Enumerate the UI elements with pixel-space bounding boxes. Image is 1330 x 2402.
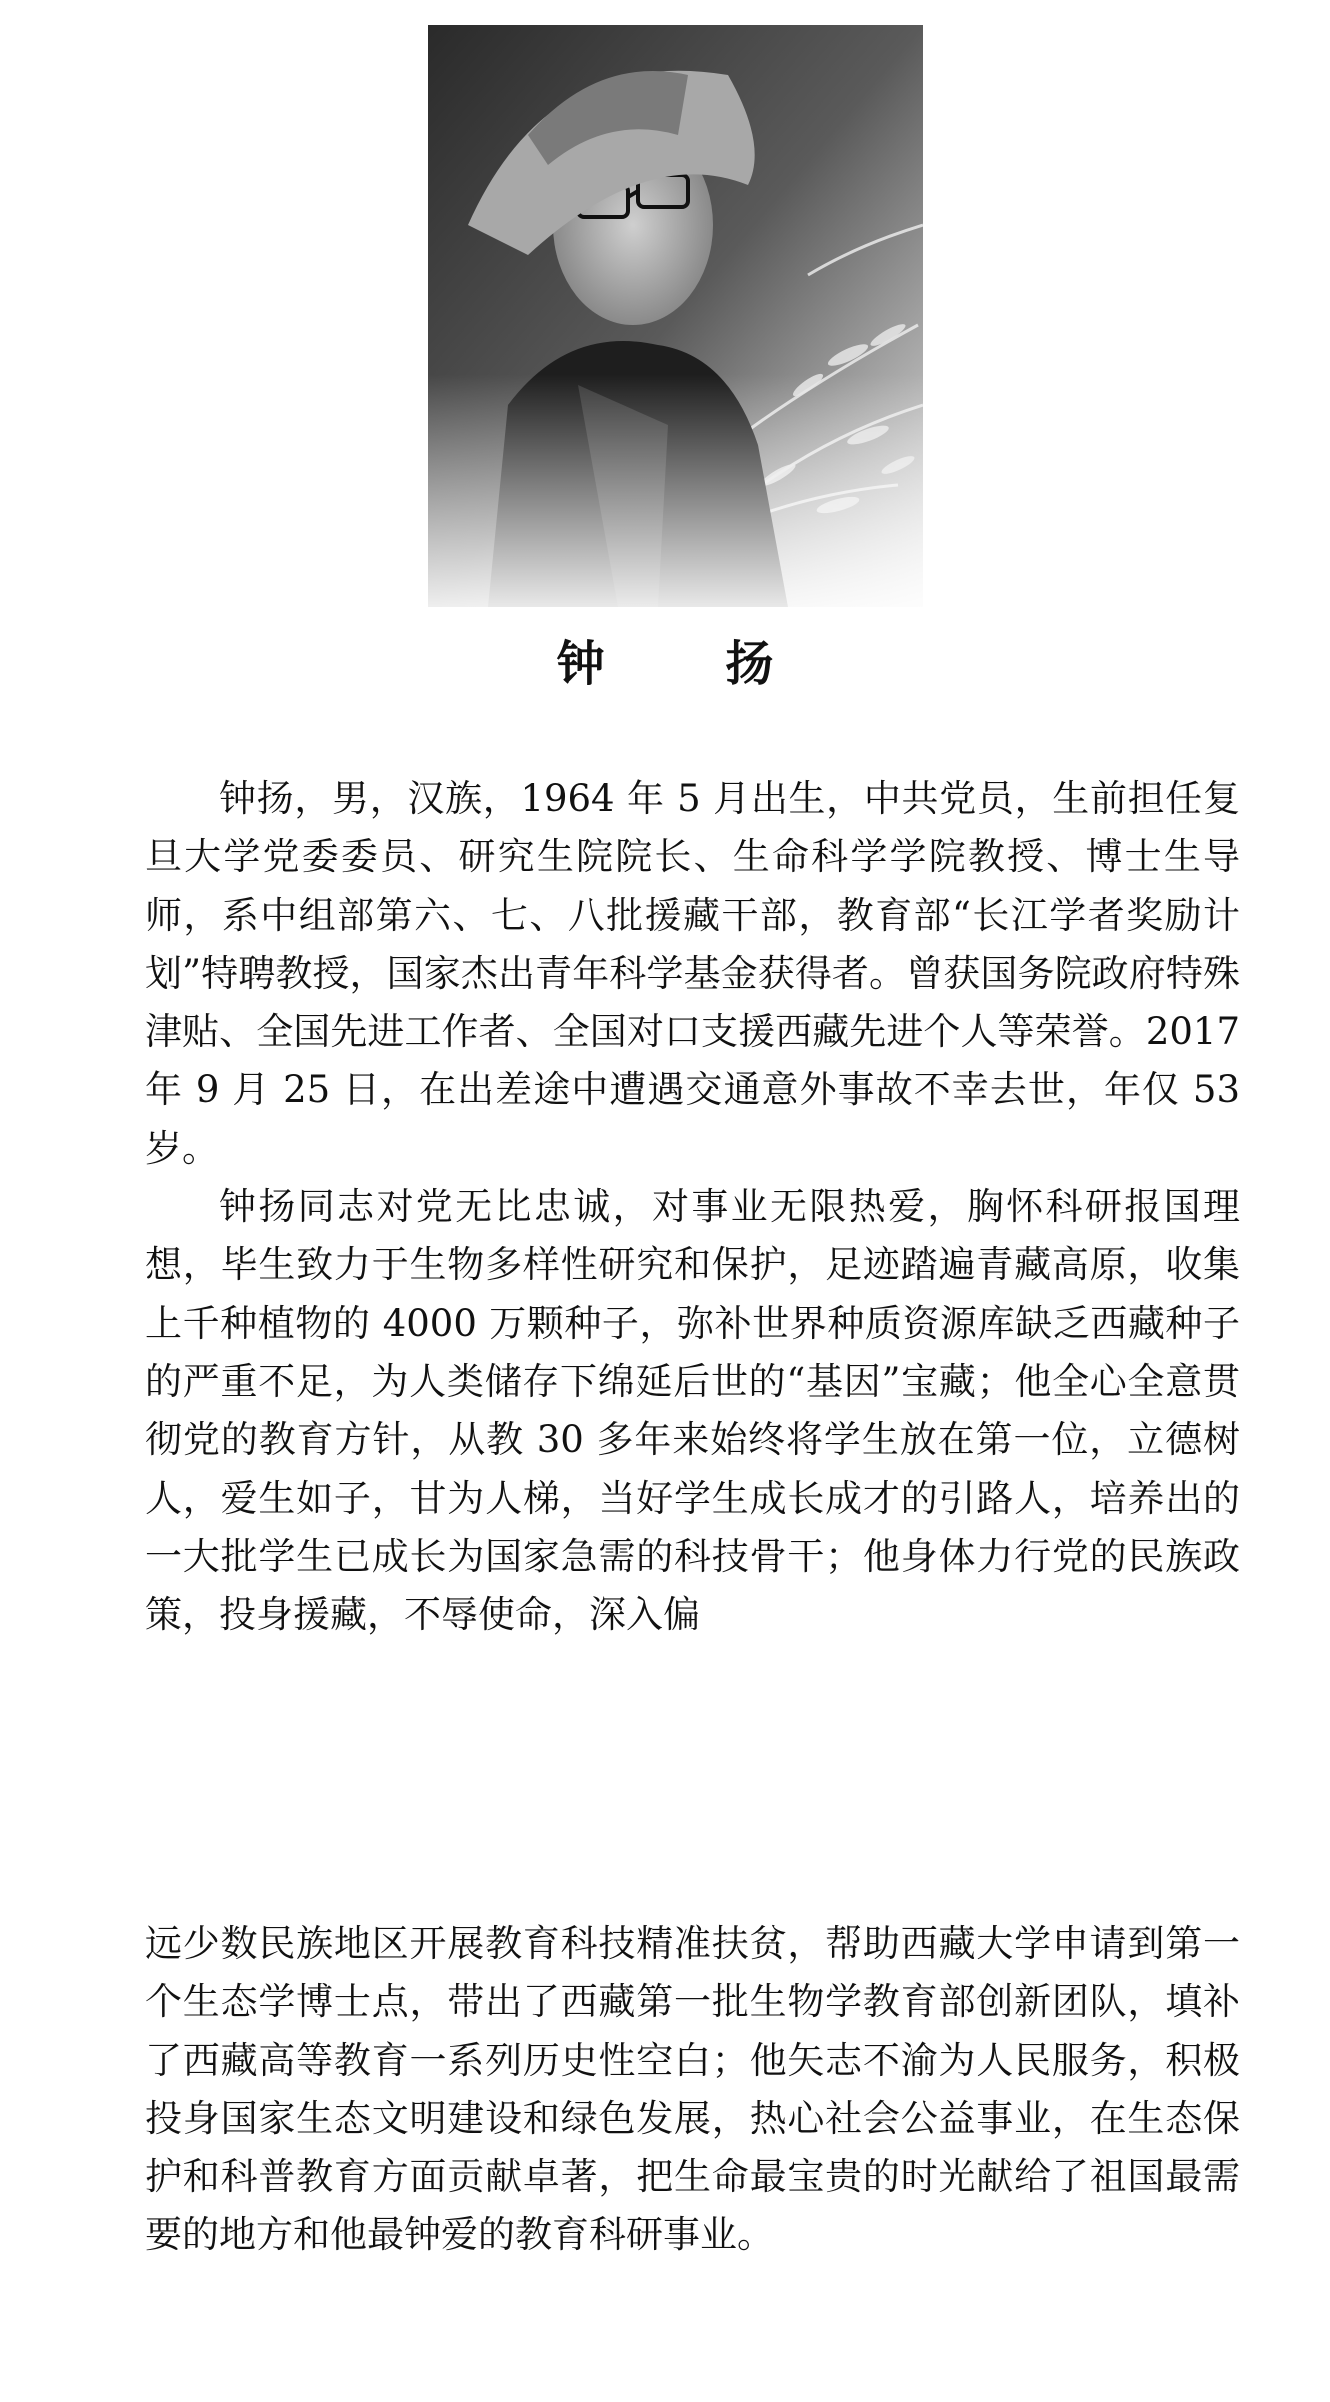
biography-paragraph-2-start: 钟扬同志对党无比忠诚，对事业无限热爱，胸怀科研报国理想，毕生致力于生物多样性研究和保护，足迹踏遍青藏高原，收集上千种植物的 4000 万颗种子，弥补世界种质资源库缺乏西藏种子的严重不足，为人类储存下绵延后世的“基因”宝藏；他全心全意贯彻党的教育方针，从教 30 多年来始终将学生放在第一位，立德树人，爱生如子，甘为人梯，当好学生成长成才的引路人，培养出的一大批学生已成长为国家急需的科技骨干；他身体力行党的民族政策，投身援藏，不辱使命，深入偏	[145, 1185, 1240, 1637]
biography-paragraph-2-continued: 远少数民族地区开展教育科技精准扶贫，帮助西藏大学申请到第一个生态学博士点，带出了西藏第一批生物学教育部创新团队，填补了西藏高等教育一系列历史性空白；他矢志不渝为人民服务，积极投身国家生态文明建设和绿色发展，热心社会公益事业，在生态保护和科普教育方面贡献卓著，把生命最宝贵的时光献给了祖国最需要的地方和他最钟爱的教育科研事业。	[145, 1922, 1240, 2257]
biography-text-bottom	[145, 1915, 1240, 2265]
person-name: 钟 扬	[556, 636, 826, 692]
biography-text-top	[145, 770, 1240, 1644]
portrait-image	[428, 25, 923, 607]
portrait-photo	[428, 25, 923, 607]
biography-paragraph-1: 钟扬，男，汉族，1964 年 5 月出生，中共党员，生前担任复旦大学党委委员、研究生院院长、生命科学学院教授、博士生导师，系中组部第六、七、八批援藏干部，教育部“长江学者奖励计划”特聘教授，国家杰出青年科学基金获得者。曾获国务院政府特殊津贴、全国先进工作者、全国对口支援西藏先进个人等荣誉。2017 年 9 月 25 日，在出差途中遭遇交通意外事故不幸去世，年仅 53 岁。	[145, 777, 1240, 1170]
